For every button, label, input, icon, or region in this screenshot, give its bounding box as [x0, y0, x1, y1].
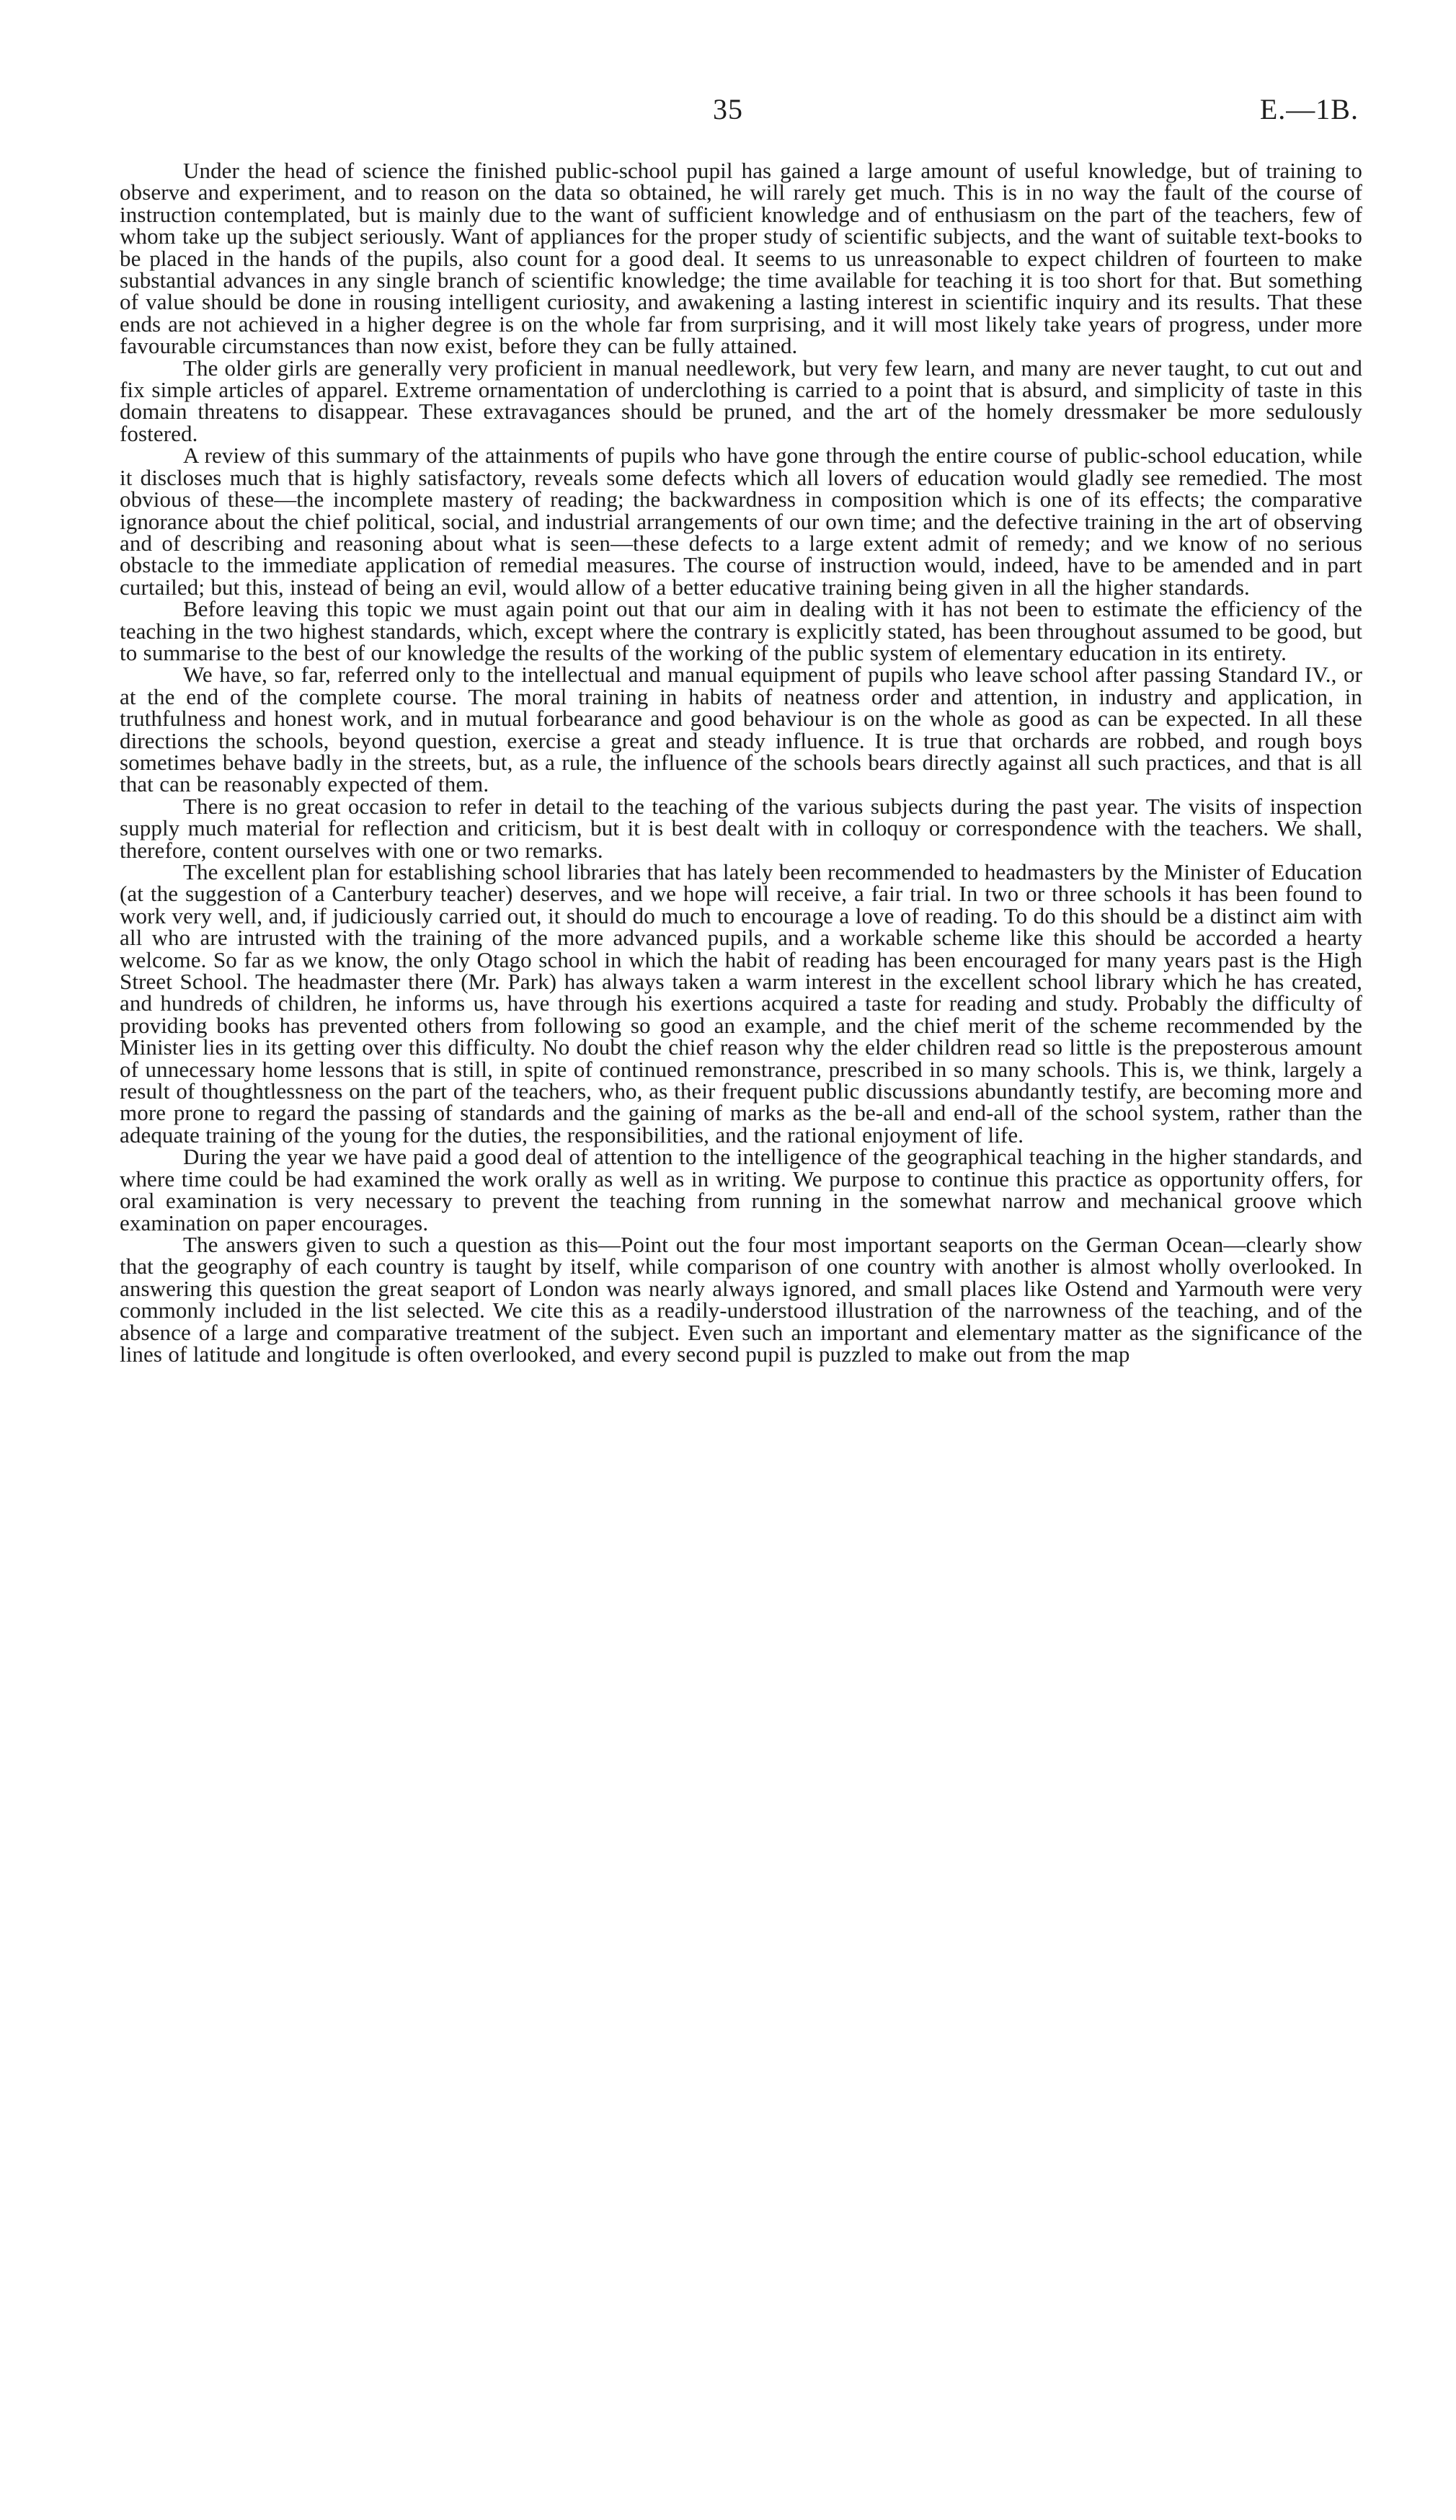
- paragraph-review: A review of this summary of the attainments of pupils who have gone through the entire course of public-school education, while it discloses much that is highly satisfactory, reveals some defects which all lovers of education would gladly see remedied. The most obvious of these—the incomplete mastery of reading; the backwardness in composition which is one of its effects; the comparative ignorance about the chief political, social, and industrial arrangements of our own time; and the defective training in the art of observing and of describing and reasoning about what is seen—these defects to a large extent admit of remedy; and we know of no serious obstacle to the immediate application of remedial measures. The course of instruction would, indeed, have to be amended and in part curtailed; but this, instead of being an evil, would allow of a better educative training being given in all the higher standards.: [120, 443, 1362, 600]
- paragraph-seaports: The answers given to such a question as this—Point out the four most important seaports on the German Ocean—clearly show that the geography of each country is taught by itself, while comparison of one country with another is almost wholly overlooked. In answering this question the great seaport of London was nearly always ignored, and small places like Ostend and Yarmouth were very commonly included in the list selected. We cite this as a readily-understood illustration of the narrowness of the teaching, and of the absence of a large and comparative treatment of the subject. Even such an important and elementary matter as the significance of the lines of latitude and longitude is often overlooked, and every second pupil is puzzled to make out from the map: [120, 1231, 1362, 1367]
- document-reference: E.—1B.: [1259, 93, 1359, 125]
- body-text: [120, 160, 1362, 1365]
- paragraph-libraries: The excellent plan for establishing school libraries that has lately been recommended to headmasters by the Minister of Education (at the suggestion of a Canterbury teacher) deserves, and we hope will receive, a fair trial. In two or three schools it has been found to work very well, and, if judiciously carried out, it should do much to encourage a love of reading. To do this should be a distinct aim with all who are intrusted with the training of the more advanced pupils, and a workable scheme like this should be accorded a hearty welcome. So far as we know, the only Otago school in which the habit of reading has been encouraged for many years past is the High Street School. The headmaster there (Mr. Park) has always taken a warm interest in the excellent school library which he has created, and hundreds of children, he informs us, have through his exertions acquired a taste for reading and study. Probably the difficulty of providing books has prevented others from following so good an example, and the chief merit of the scheme recommended by the Minister lies in its getting over this difficulty. No doubt the chief reason why the elder children read so little is the preposterous amount of unnecessary home lessons that is still, in spite of continued remonstrance, prescribed in so many schools. This is, we think, largely a result of thoughtlessness on the part of the teachers, who, as their frequent public discussions abundantly testify, are becoming more and more prone to regard the passing of standards and the gaining of marks as the be-all and end-all of the school system, rather than the adequate training of the young for the duties, the responsibilities, and the rational enjoyment of life.: [120, 859, 1362, 1148]
- paragraph-moral-training: We have, so far, referred only to the intellectual and manual equipment of pupils who leave school after passing Standard IV., or at the end of the complete course. The moral training in habits of neatness order and attention, in industry and application, in truthfulness and honest work, and in mutual forbearance and good behaviour is on the whole as good as can be expected. In all these directions the schools, beyond question, exercise a great and steady influence. It is true that orchards are robbed, and rough boys sometimes behave badly in the streets, but, as a rule, the influence of the schools bears directly against all such practices, and that is all that can be reasonably expected of them.: [120, 662, 1362, 797]
- paragraph-subjects: There is no great occasion to refer in detail to the teaching of the various subjects during the past year. The visits of inspection supply much material for reflection and criticism, but it is best dealt with in colloquy or correspondence with the teachers. We shall, therefore, content ourselves with one or two remarks.: [120, 793, 1362, 863]
- paragraph-science: Under the head of science the finished public-school pupil has gained a large amount of useful knowledge, but of training to observe and experiment, and to reason on the data so obtained, he will rarely get much. This is in no way the fault of the course of instruction contemplated, but is mainly due to the want of sufficient knowledge and of enthusiasm on the part of the teachers, few of whom take up the subject seriously. Want of appliances for the proper study of scientific subjects, and the want of suitable text-books to be placed in the hands of the pupils, also count for a good deal. It seems to us unreasonable to expect children of fourteen to make substantial advances in any single branch of scientific knowledge; the time available for teaching it is too short for that. But something of value should be done in rousing intelligent curiosity, and awakening a lasting interest in scientific inquiry and its results. That these ends are not achieved in a higher degree is on the whole far from surprising, and it will most likely take years of progress, under more favourable circumstances than now exist, before they can be fully attained.: [120, 158, 1362, 359]
- paragraph-geography: During the year we have paid a good deal of attention to the intelligence of the geographical teaching in the higher standards, and where time could be had examined the work orally as well as in writing. We purpose to continue this practice as opportunity offers, for oral examination is very necessary to prevent the teaching from running in the somewhat narrow and mechanical groove which examination on paper encourages.: [120, 1144, 1362, 1235]
- paragraph-before-leaving: Before leaving this topic we must again point out that our aim in dealing with it has not been to estimate the efficiency of the teaching in the two highest standards, which, except where the contrary is explicitly stated, has been throughout assumed to be good, but to summarise to the best of our knowledge the results of the working of the public system of elementary education in its entirety.: [120, 596, 1362, 665]
- page-number: 35: [713, 93, 743, 125]
- paragraph-needlework: The older girls are generally very proficient in manual needlework, but very few learn, and many are never taught, to cut out and fix simple articles of apparel. Extreme ornamentation of underclothing is carried to a point that is absurd, and simplicity of taste in this domain threatens to disappear. These extravagances should be pruned, and the art of the homely dressmaker be more sedulously fostered.: [120, 355, 1362, 446]
